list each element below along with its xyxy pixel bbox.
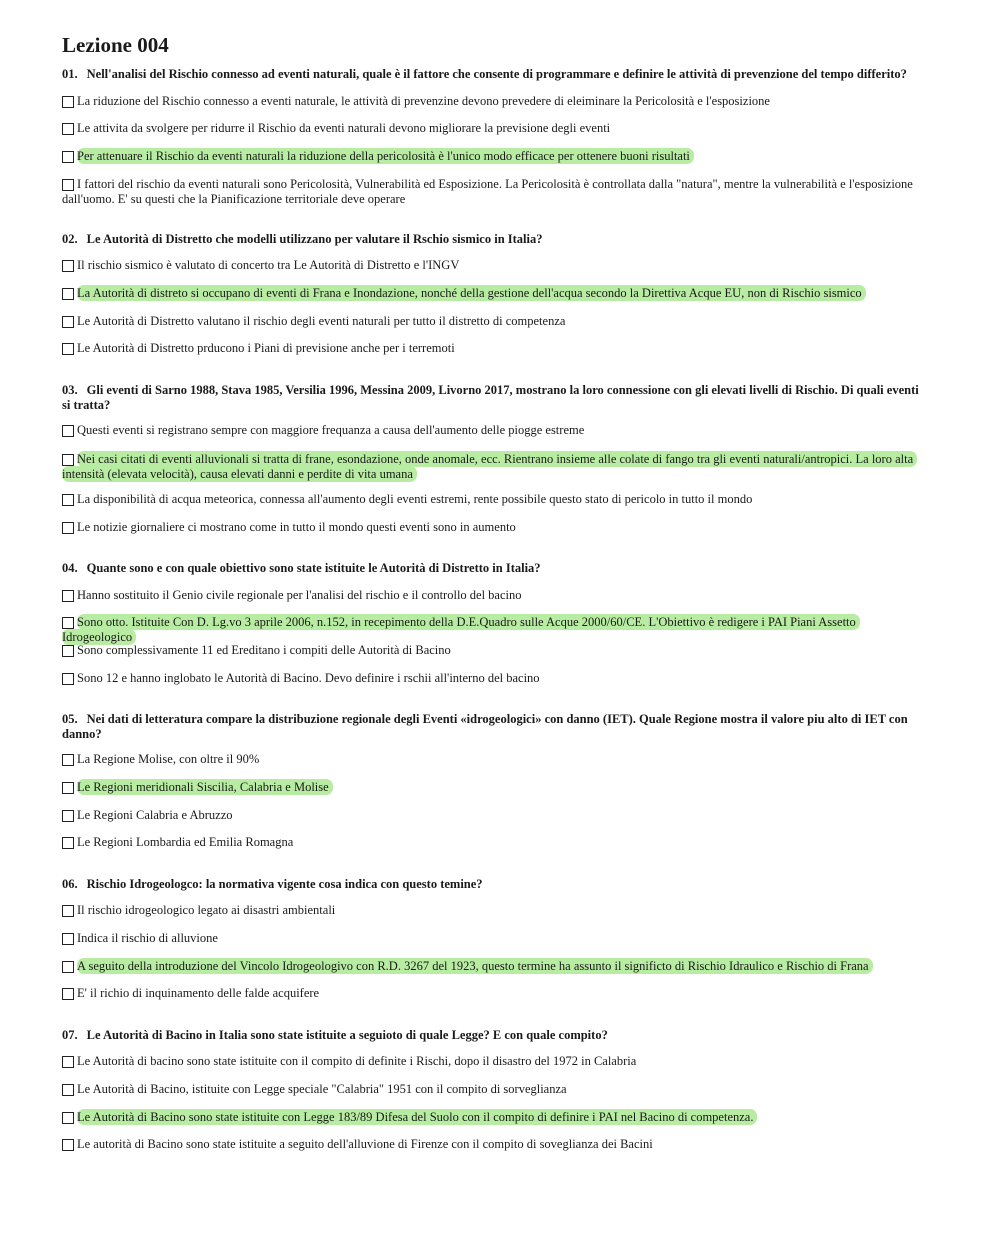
question-text: Le Autorità di Distretto che modelli utilizzano per valutare il Rschio sismico in Italia?	[86, 232, 543, 246]
option-text: Le Autorità di Bacino sono state istituite con Legge 183/89 Difesa del Suolo con il compito di definire i PAI nel Bacino di competenza.	[77, 1109, 757, 1125]
option-04-d[interactable]	[62, 671, 932, 686]
option-02-c[interactable]	[62, 314, 932, 329]
answer-checkbox[interactable]	[62, 673, 74, 685]
question-number: 04.	[62, 561, 78, 575]
option-text: Sono otto. Istituite Con D. Lg.vo 3 aprile 2006, n.152, in recepimento della D.E.Quadro sulle Acque 2000/60/CE. L'Obiettivo è redigere i PAI Piani Assetto Idrogeologico	[62, 614, 860, 645]
option-02-d[interactable]	[62, 341, 932, 356]
question-text: Le Autorità di Bacino in Italia sono state istituite a seguioto di quale Legge? E con quale compito?	[86, 1028, 608, 1042]
question-text: Nell'analisi del Rischio connesso ad eventi naturali, quale è il fattore che consente di programmare e definire le attività di prevenzione del tempo differito?	[86, 67, 907, 81]
option-text: Per attenuare il Rischio da eventi naturali la riduzione della pericolosità è l'unico modo efficace per ottenere buoni risultati	[77, 148, 694, 164]
option-04-b[interactable]	[62, 615, 932, 645]
answer-checkbox[interactable]	[62, 988, 74, 1000]
answer-checkbox[interactable]	[62, 123, 74, 135]
option-text: Sono complessivamente 11 ed Ereditano i compiti delle Autorità di Bacino	[77, 643, 451, 657]
option-01-d[interactable]	[62, 177, 932, 207]
question-04	[62, 561, 930, 576]
option-text: Sono 12 e hanno inglobato le Autorità di Bacino. Devo definire i rschii all'interno del bacino	[77, 671, 540, 685]
answer-checkbox[interactable]	[62, 151, 74, 163]
answer-checkbox[interactable]	[62, 617, 74, 629]
option-text: Il rischio idrogeologico legato ai disastri ambientali	[77, 903, 336, 917]
answer-checkbox[interactable]	[62, 522, 74, 534]
option-05-d[interactable]	[62, 835, 932, 850]
answer-checkbox[interactable]	[62, 754, 74, 766]
option-03-b[interactable]	[62, 452, 932, 482]
option-01-c[interactable]	[62, 149, 932, 164]
answer-checkbox[interactable]	[62, 590, 74, 602]
option-text: Le autorità di Bacino sono state istituite a seguito dell'alluvione di Firenze con il compito di soveglianza dei Bacini	[77, 1137, 653, 1151]
question-text: Nei dati di letteratura compare la distribuzione regionale degli Eventi «idrogeologici» con danno (IET). Quale Regione mostra il valore piu alto di IET con danno?	[62, 712, 908, 741]
answer-checkbox[interactable]	[62, 425, 74, 437]
option-text: Le Autorità di bacino sono state istituite con il compito di definite i Rischi, dopo il disastro del 1972 in Calabria	[77, 1054, 637, 1068]
question-02	[62, 232, 930, 247]
option-text: Le notizie giornaliere ci mostrano come in tutto il mondo questi eventi sono in aumento	[77, 520, 516, 534]
answer-checkbox[interactable]	[62, 1084, 74, 1096]
option-07-d[interactable]	[62, 1137, 932, 1152]
question-number: 03.	[62, 383, 78, 397]
answer-checkbox[interactable]	[62, 782, 74, 794]
option-text: La Autorità di distreto si occupano di eventi di Frana e Inondazione, nonché della gestione dell'acqua secondo la Direttiva Acque EU, non di Rischio sismico	[77, 285, 866, 301]
option-text: Le Autorità di Distretto valutano il rischio degli eventi naturali per tutto il distretto di competenza	[77, 314, 566, 328]
option-text: Indica il rischio di alluvione	[77, 931, 218, 945]
option-text: A seguito della introduzione del Vincolo Idrogeologivo con R.D. 3267 del 1923, questo termine ha assunto il significto di Rischio Idraulico e Rischio di Frana	[77, 958, 873, 974]
option-text: La disponibilità di acqua meteorica, connessa all'aumento degli eventi estremi, rente possibile questo stato di pericolo in tutto il mondo	[77, 492, 753, 506]
question-05	[62, 712, 930, 742]
option-02-b[interactable]	[62, 286, 932, 301]
option-text: E' il richio di inquinamento delle falde acquifere	[77, 986, 320, 1000]
option-text: Le Regioni Calabria e Abruzzo	[77, 808, 233, 822]
option-01-a[interactable]	[62, 94, 932, 109]
option-06-a[interactable]	[62, 903, 932, 918]
page-title: Lezione 004	[62, 33, 169, 57]
answer-checkbox[interactable]	[62, 933, 74, 945]
answer-checkbox[interactable]	[62, 454, 74, 466]
question-text: Gli eventi di Sarno 1988, Stava 1985, Versilia 1996, Messina 2009, Livorno 2017, mostrano la loro connessione con gli elevati livelli di Rischio. Di quali eventi si tratta?	[62, 383, 919, 412]
question-07	[62, 1028, 930, 1043]
answer-checkbox[interactable]	[62, 905, 74, 917]
option-07-c[interactable]	[62, 1110, 932, 1125]
option-07-a[interactable]	[62, 1054, 932, 1069]
option-03-a[interactable]	[62, 423, 932, 438]
option-text: Le Regioni Lombardia ed Emilia Romagna	[77, 835, 294, 849]
question-number: 01.	[62, 67, 78, 81]
question-text: Rischio Idrogeologco: la normativa vigente cosa indica con questo temine?	[86, 877, 483, 891]
option-05-b[interactable]	[62, 780, 932, 795]
answer-checkbox[interactable]	[62, 343, 74, 355]
question-number: 02.	[62, 232, 78, 246]
option-05-c[interactable]	[62, 808, 932, 823]
option-02-a[interactable]	[62, 258, 932, 273]
option-06-c[interactable]	[62, 959, 932, 974]
answer-checkbox[interactable]	[62, 316, 74, 328]
option-04-c[interactable]	[62, 643, 932, 658]
question-03	[62, 383, 930, 413]
answer-checkbox[interactable]	[62, 1056, 74, 1068]
answer-checkbox[interactable]	[62, 810, 74, 822]
option-text: Le attivita da svolgere per ridurre il Rischio da eventi naturali devono migliorare la previsione degli eventi	[77, 121, 611, 135]
option-text: Nei casi citati di eventi alluvionali si tratta di frane, esondazione, onde anomale, ecc. Rientrano insieme alle colate di fango tra gli eventi naturali/antropici. La loro alta intensità (elevata velocità), causa elevati danni e perdite di vita umana	[62, 451, 917, 482]
answer-checkbox[interactable]	[62, 494, 74, 506]
answer-checkbox[interactable]	[62, 837, 74, 849]
question-01	[62, 67, 930, 82]
option-text: La Regione Molise, con oltre il 90%	[77, 752, 260, 766]
option-text: Le Regioni meridionali Siscilia, Calabria e Molise	[77, 779, 333, 795]
option-05-a[interactable]	[62, 752, 932, 767]
question-text: Quante sono e con quale obiettivo sono state istituite le Autorità di Distretto in Italia?	[86, 561, 541, 575]
option-01-b[interactable]	[62, 121, 932, 136]
answer-checkbox[interactable]	[62, 961, 74, 973]
option-04-a[interactable]	[62, 588, 932, 603]
answer-checkbox[interactable]	[62, 179, 74, 191]
answer-checkbox[interactable]	[62, 1139, 74, 1151]
option-06-b[interactable]	[62, 931, 932, 946]
question-number: 05.	[62, 712, 78, 726]
answer-checkbox[interactable]	[62, 260, 74, 272]
answer-checkbox[interactable]	[62, 96, 74, 108]
option-text: Questi eventi si registrano sempre con maggiore frequanza a causa dell'aumento delle piogge estreme	[77, 423, 585, 437]
option-text: Le Autorità di Bacino, istituite con Legge speciale "Calabria" 1951 con il compito di sorveglianza	[77, 1082, 567, 1096]
answer-checkbox[interactable]	[62, 288, 74, 300]
option-text: Il rischio sismico è valutato di concerto tra Le Autorità di Distretto e l'INGV	[77, 258, 460, 272]
answer-checkbox[interactable]	[62, 1112, 74, 1124]
option-06-d[interactable]	[62, 986, 932, 1001]
question-06	[62, 877, 930, 892]
answer-checkbox[interactable]	[62, 645, 74, 657]
option-text: Hanno sostituito il Genio civile regionale per l'analisi del rischio e il controllo del bacino	[77, 588, 522, 602]
option-text: I fattori del rischio da eventi naturali sono Pericolosità, Vulnerabilità ed Esposizione. La Pericolosità è controllata dalla "natura", mentre la vulnerabilità e l'esposizione dall'uomo. E' su questi che la Pianificazione territoriale deve operare	[62, 177, 913, 206]
option-text: Le Autorità di Distretto prducono i Piani di previsione anche per i terremoti	[77, 341, 455, 355]
question-number: 07.	[62, 1028, 78, 1042]
option-07-b[interactable]	[62, 1082, 932, 1097]
option-text: La riduzione del Rischio connesso a eventi naturale, le attività di prevenzine devono prevedere di eleiminare la Pericolosità e l'esposizione	[77, 94, 770, 108]
question-number: 06.	[62, 877, 78, 891]
option-03-c[interactable]	[62, 492, 932, 507]
option-03-d[interactable]	[62, 520, 932, 535]
